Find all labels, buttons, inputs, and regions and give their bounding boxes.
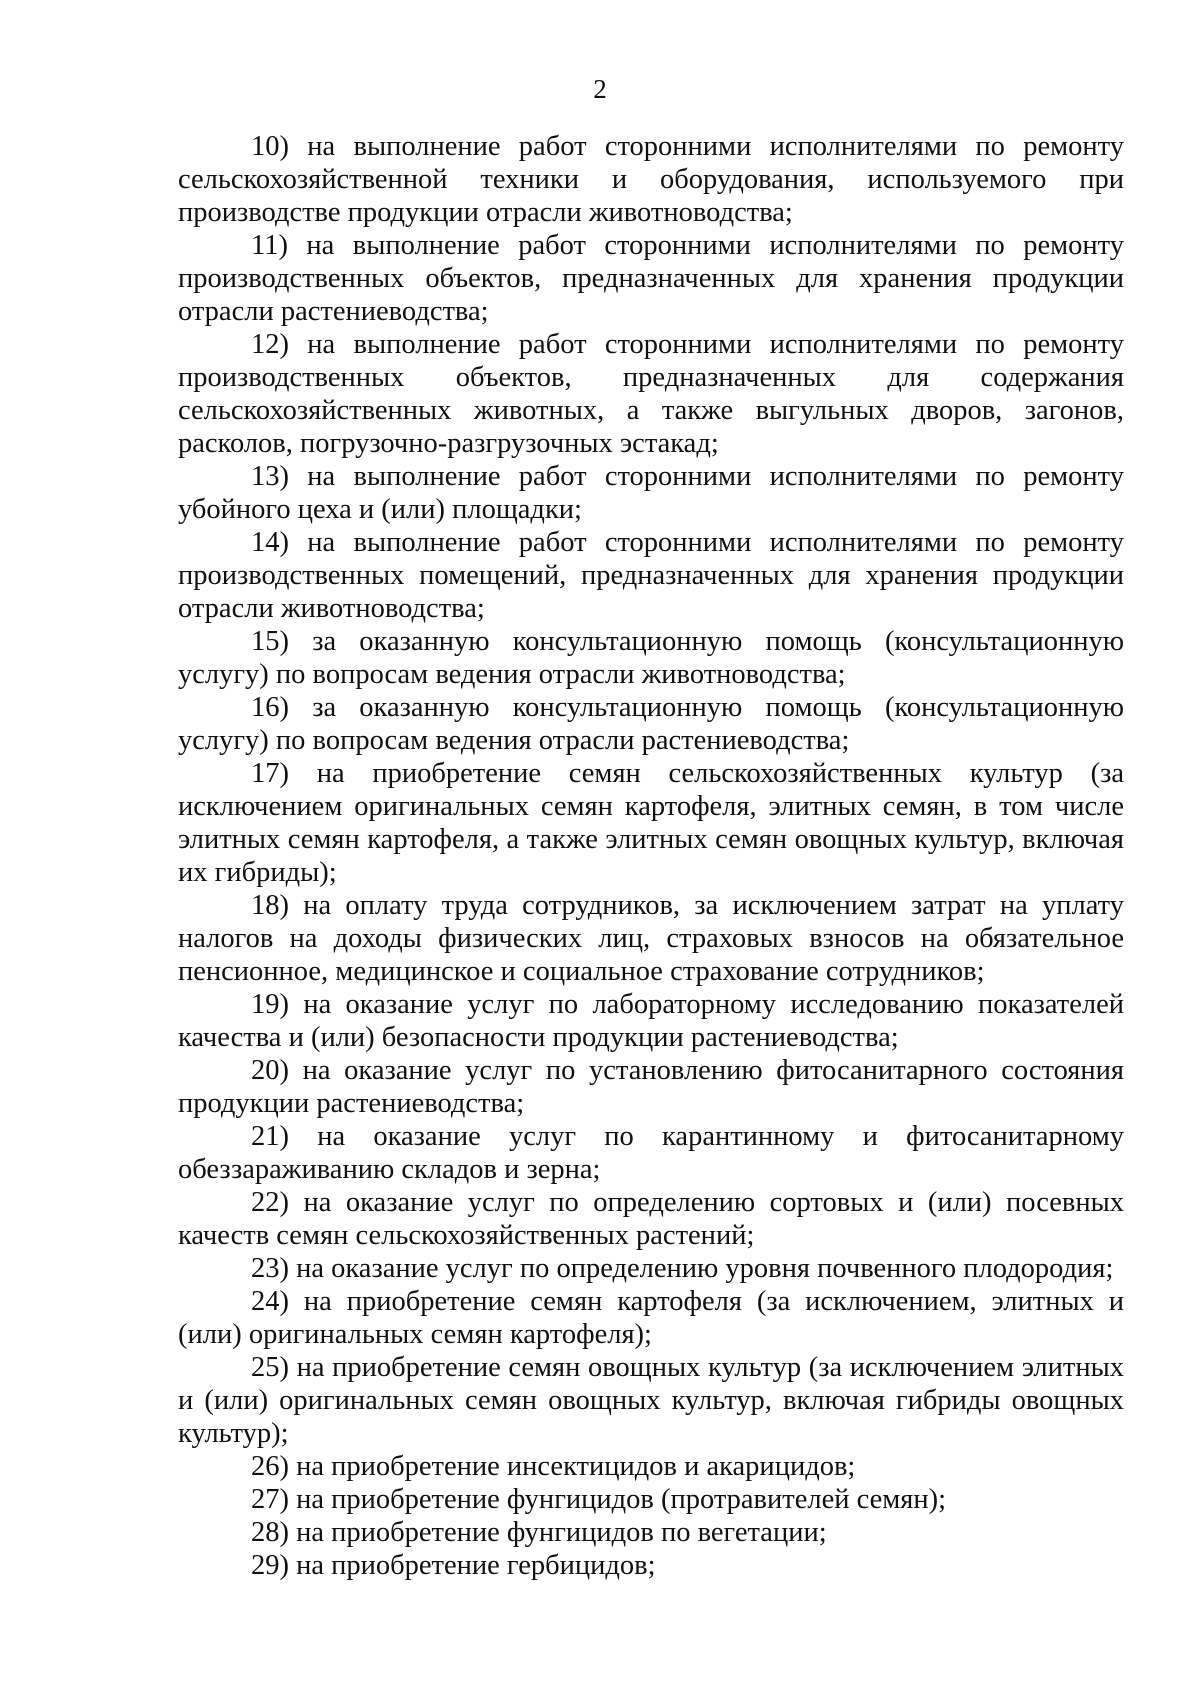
list-item-10: 10) на выполнение работ сторонними исполнителями по ремонту сельскохозяйственной техники и оборудования, используемого при производстве продукции отрасли животноводства; bbox=[178, 131, 1124, 228]
list-item-14: 14) на выполнение работ сторонними исполнителями по ремонту производственных помещений, предназначенных для хранения продукции отрасли животноводства; bbox=[178, 527, 1124, 624]
list-item-24: 24) на приобретение семян картофеля (за исключением, элитных и (или) оригинальных семян картофеля); bbox=[178, 1286, 1124, 1350]
list-item-13: 13) на выполнение работ сторонними исполнителями по ремонту убойного цеха и (или) площадки; bbox=[178, 461, 1124, 525]
list-item-21: 21) на оказание услуг по карантинному и фитосанитарному обеззараживанию складов и зерна; bbox=[178, 1121, 1124, 1185]
list-item-17: 17) на приобретение семян сельскохозяйственных культур (за исключением оригинальных семян картофеля, элитных семян, в том числе элитных семян картофеля, а также элитных семян овощных культур, включая их гибриды); bbox=[178, 758, 1124, 888]
list-item-11: 11) на выполнение работ сторонними исполнителями по ремонту производственных объектов, предназначенных для хранения продукции отрасли растениеводства; bbox=[178, 230, 1124, 327]
list-item-23: 23) на оказание услуг по определению уровня почвенного плодородия; bbox=[251, 1253, 1114, 1284]
list-item-28: 28) на приобретение фунгицидов по вегетации; bbox=[251, 1517, 827, 1548]
list-item-16: 16) за оказанную консультационную помощь (консультационную услугу) по вопросам ведения отрасли растениеводства; bbox=[178, 692, 1124, 756]
list-item-29: 29) на приобретение гербицидов; bbox=[251, 1550, 656, 1581]
list-item-20: 20) на оказание услуг по установлению фитосанитарного состояния продукции растениеводства; bbox=[178, 1055, 1124, 1119]
list-item-15: 15) за оказанную консультационную помощь (консультационную услугу) по вопросам ведения отрасли животноводства; bbox=[178, 626, 1124, 690]
page-number: 2 bbox=[593, 74, 607, 104]
document-body bbox=[178, 130, 1124, 1582]
list-item-22: 22) на оказание услуг по определению сортовых и (или) посевных качеств семян сельскохозяйственных растений; bbox=[178, 1187, 1124, 1251]
list-item-25: 25) на приобретение семян овощных культур (за исключением элитных и (или) оригинальных семян овощных культур, включая гибриды овощных культур); bbox=[178, 1352, 1124, 1449]
list-item-26: 26) на приобретение инсектицидов и акарицидов; bbox=[251, 1451, 856, 1482]
list-item-19: 19) на оказание услуг по лабораторному исследованию показателей качества и (или) безопасности продукции растениеводства; bbox=[178, 989, 1124, 1053]
list-item-12: 12) на выполнение работ сторонними исполнителями по ремонту производственных объектов, предназначенных для содержания сельскохозяйственных животных, а также выгульных дворов, загонов, расколов, погрузочно-разгрузочных эстакад; bbox=[178, 329, 1124, 459]
list-item-27: 27) на приобретение фунгицидов (протравителей семян); bbox=[251, 1484, 947, 1515]
list-item-18: 18) на оплату труда сотрудников, за исключением затрат на уплату налогов на доходы физических лиц, страховых взносов на обязательное пенсионное, медицинское и социальное страхование сотрудников; bbox=[178, 890, 1124, 987]
